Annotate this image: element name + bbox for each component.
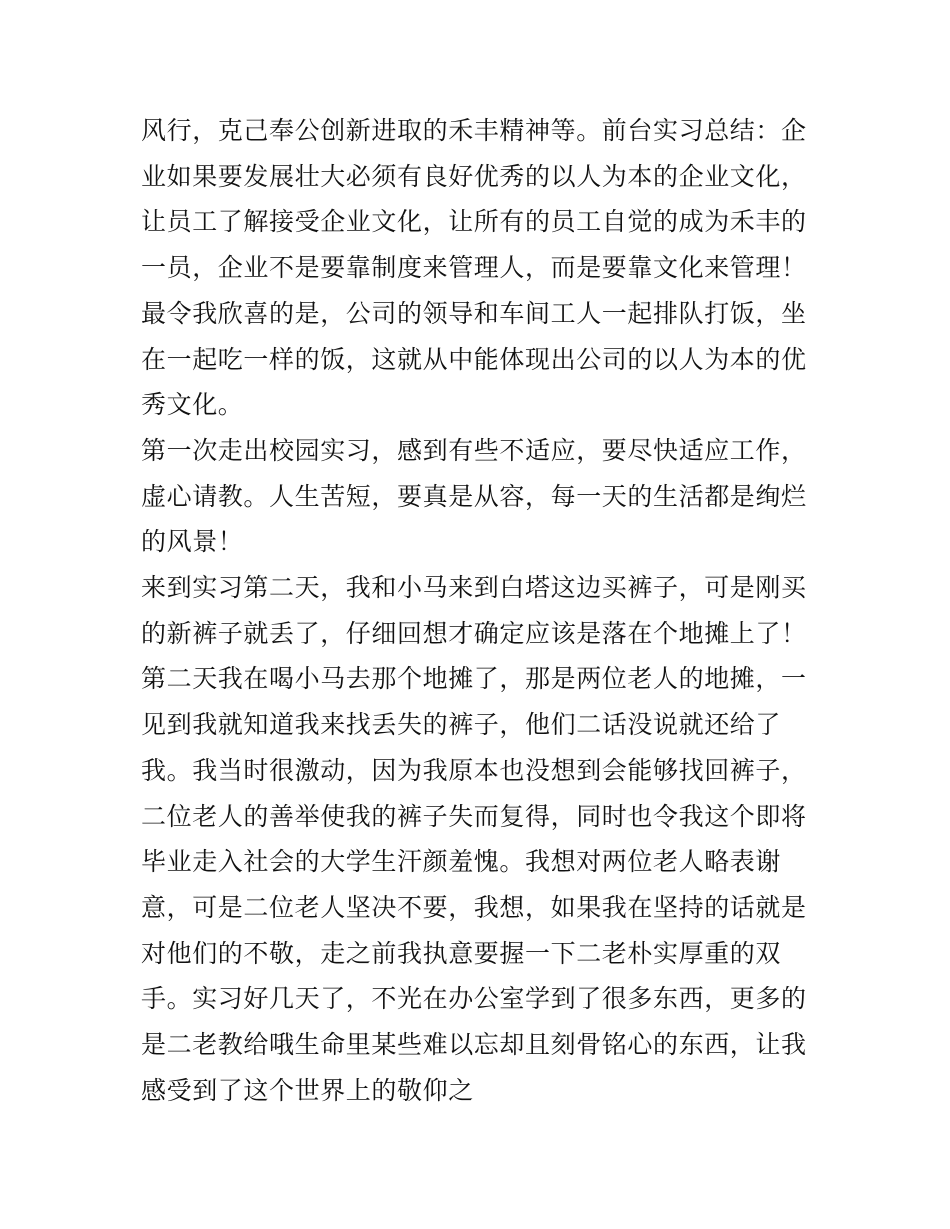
paragraph-3: 来到实习第二天，我和小马来到白塔这边买裤子，可是刚买的新裤子就丢了，仔细回想才确定应该是落在个地摊上了！第二天我在喝小马去那个地摊了，那是两位老人的地摊，一见到我就知道我来找丢失的裤子，他们二话没说就还给了我。我当时很激动，因为我原本也没想到会能够找回裤子，二位老人的善举使我的裤子失而复得，同时也令我这个即将毕业走入社会的大学生汗颜羞愧。我想对两位老人略表谢意，可是二位老人坚决不要，我想，如果我在坚持的话就是对他们的不敬，走之前我执意要握一下二老朴实厚重的双手。实习好几天了，不光在办公室学到了很多东西，更多的是二老教给哦生命里某些难以忘却且刻骨铭心的东西，让我感受到了这个世界上的敬仰之 — [141, 573, 807, 1105]
paragraph-1: 风行，克己奉公创新进取的禾丰精神等。前台实习总结：企业如果要发展壮大必须有良好优秀的以人为本的企业文化，让员工了解接受企业文化，让所有的员工自觉的成为禾丰的一员，企业不是要靠制度来管理人，而是要靠文化来管理！最令我欣喜的是，公司的领导和车间工人一起排队打饭，坐在一起吃一样的饭，这就从中能体现出公司的以人为本的优秀文化。 — [141, 116, 807, 420]
paragraph-2: 第一次走出校园实习，感到有些不适应，要尽快适应工作，虚心请教。人生苦短，要真是从容，每一天的生活都是绚烂的风景！ — [141, 435, 807, 557]
document-body — [141, 108, 813, 1113]
